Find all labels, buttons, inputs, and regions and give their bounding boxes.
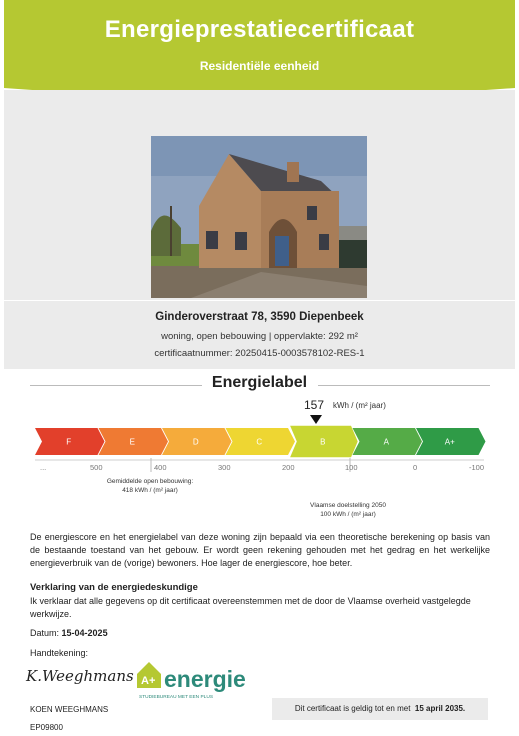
certificate-number: certificaatnummer: 20250415-0003578102-RES-1	[154, 348, 365, 359]
average-label: Gemiddelde open bebouwing:	[106, 478, 194, 485]
energielabel-title: Energielabel	[211, 374, 308, 391]
expert-id: EP09800	[30, 723, 63, 732]
house-photo	[151, 136, 367, 298]
validity-label: Dit certificaat is geldig tot en met	[294, 704, 411, 713]
logo-word: energie	[164, 666, 246, 692]
validity-box	[272, 698, 488, 720]
average-reference	[100, 477, 200, 495]
energy-class-label: D	[192, 437, 199, 447]
target-value: 100 kWh / (m² jaar)	[320, 511, 376, 518]
property-address: Ginderoverstraat 78, 3590 Diepenbeek	[155, 311, 364, 323]
tick-label: ...	[40, 463, 47, 472]
tick-label: 500	[90, 463, 103, 472]
logo-tagline: STUDIEBUREAU MET EEN PLUS	[139, 695, 214, 700]
tick-label: 0	[413, 463, 418, 472]
tick-label: 400	[154, 463, 167, 472]
tick-label: -100	[469, 463, 485, 472]
target-reference	[300, 501, 396, 519]
average-value: 418 kWh / (m² jaar)	[122, 487, 178, 494]
property-info	[4, 300, 515, 369]
energy-label-scale	[0, 414, 519, 474]
aplus-energie-logo	[137, 658, 252, 702]
logo-plus: A+	[141, 675, 156, 687]
target-label: Vlaamse doelstelling 2050	[310, 502, 386, 509]
signature: K.Weeghmans	[26, 667, 134, 685]
property-description: woning, open bebouwing | oppervlakte: 292 m²	[161, 331, 358, 342]
energy-class-label: C	[256, 437, 263, 447]
tick-label: 300	[218, 463, 231, 472]
date-value: 15-04-2025	[61, 628, 108, 638]
tick-label: 100	[345, 463, 358, 472]
date-label: Datum:	[30, 628, 60, 638]
validity-date: 15 april 2035.	[414, 704, 466, 713]
energy-class-label: A+	[444, 437, 455, 447]
validity-text	[272, 704, 488, 713]
energy-score: 157	[304, 398, 325, 412]
declaration-text: Ik verklaar dat alle gegevens op dit certificaat overeenstemmen met de door de Vlaamse overheid vastgelegde werkwijze.	[30, 596, 471, 619]
energy-class-label: B	[320, 437, 326, 447]
page-subtitle: Residentiële eenheid	[199, 59, 320, 73]
signature-label: Handtekening:	[30, 648, 89, 658]
energy-class-label: A	[383, 437, 389, 447]
energy-score-unit: kWh / (m² jaar)	[333, 401, 386, 410]
energy-class-label: F	[66, 437, 72, 447]
energy-class-label: E	[129, 437, 135, 447]
declaration-title: Verklaring van de energiedeskundige	[30, 582, 198, 593]
page-title: Energieprestatiecertificaat	[104, 16, 415, 43]
declaration-date	[30, 628, 108, 638]
score-explanation: De energiescore en het energielabel van deze woning zijn bepaald via een theoretische berekening op basis van de bestaande toestand van het gebouw. Er wordt geen rekening gehouden met het gedrag en het werkelijke energieverbruik van de (vorige) bewoners. Hoe lager de energiescore, hoe beter.	[30, 532, 490, 568]
expert-name: KOEN WEEGHMANS	[30, 705, 109, 714]
tick-label: 200	[282, 463, 295, 472]
